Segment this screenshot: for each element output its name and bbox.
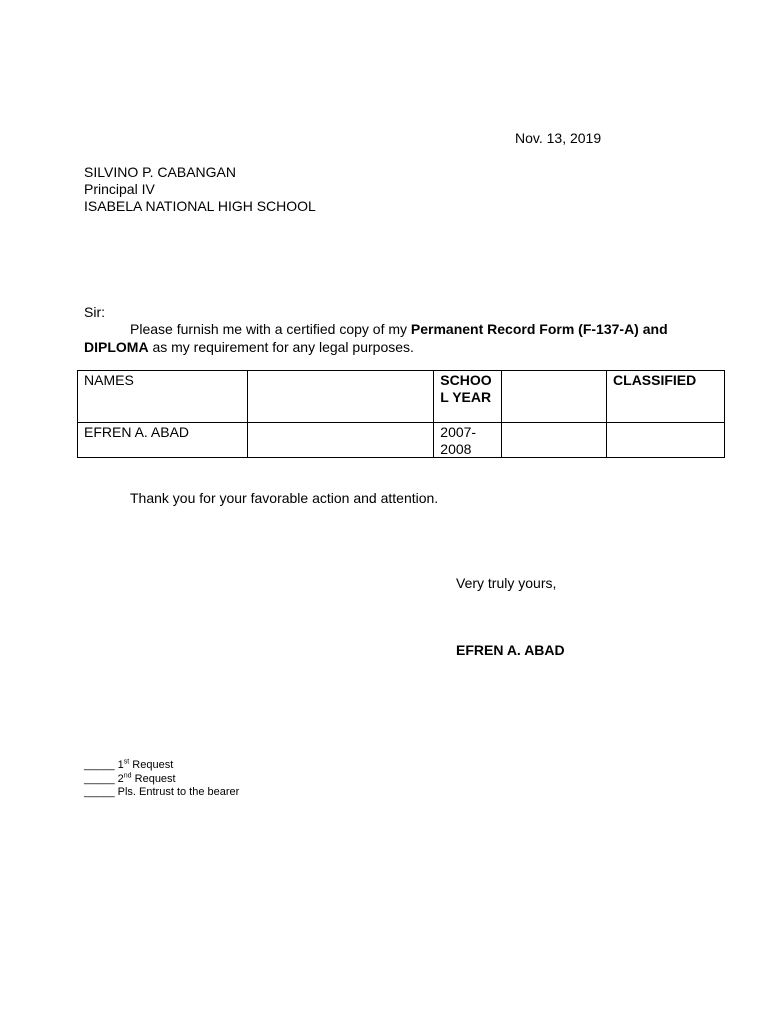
- checklist-ordinal-suffix: st: [123, 758, 130, 766]
- checklist-blank: _____: [84, 772, 115, 785]
- thanks-line: Thank you for your favorable action and attention.: [130, 490, 439, 506]
- cell-classified: [607, 423, 725, 458]
- checklist-item: [84, 773, 239, 787]
- cell-school-year: [434, 423, 502, 458]
- request-paragraph: [84, 320, 714, 356]
- closing: Very truly yours,: [456, 575, 557, 591]
- request-checklist: [84, 759, 239, 800]
- letter-date: Nov. 13, 2019: [515, 130, 602, 146]
- cell-blank-2: [502, 423, 607, 458]
- cell-blank-1: [247, 423, 434, 458]
- request-text-after: as my requirement for any legal purposes.: [148, 339, 414, 355]
- checklist-item: [84, 759, 239, 773]
- salutation: Sir:: [84, 304, 105, 320]
- addressee-school: ISABELA NATIONAL HIGH SCHOOL: [84, 198, 316, 214]
- header-classified: CLASSIFIED: [607, 371, 725, 423]
- checklist-text: Pls. Entrust to the bearer: [114, 786, 240, 798]
- checklist-item: [84, 786, 239, 800]
- addressee-block: [84, 164, 316, 215]
- header-blank-1: [247, 371, 434, 423]
- checklist-ordinal-suffix: nd: [123, 771, 132, 779]
- cell-name: EFREN A. ABAD: [78, 423, 248, 458]
- checklist-text: Request: [131, 772, 176, 785]
- addressee-position: Principal IV: [84, 181, 155, 197]
- header-school-year: [434, 371, 502, 423]
- records-table: [77, 370, 725, 458]
- addressee-name: SILVINO P. CABANGAN: [84, 164, 236, 180]
- signature-name: EFREN A. ABAD: [456, 642, 565, 658]
- checklist-ordinal: 1: [117, 759, 124, 771]
- request-text-before: Please furnish me with a certified copy of my: [130, 321, 411, 337]
- checklist-blank: _____: [84, 786, 115, 798]
- header-blank-2: [502, 371, 607, 423]
- checklist-ordinal: 2: [117, 772, 124, 785]
- table-header-row: [78, 371, 725, 423]
- table-row: [78, 423, 725, 458]
- checklist-text: Request: [129, 759, 174, 771]
- header-school-year-text: SCHOOL YEAR: [440, 372, 492, 405]
- request-text-bold: Permanent Record Form (F-137-A) and DIPLOMA: [84, 321, 668, 355]
- checklist-blank: _____: [84, 759, 115, 771]
- school-year-value: 2007-2008: [440, 424, 477, 457]
- cell-school-year-text: [440, 424, 492, 457]
- header-names: NAMES: [78, 371, 248, 423]
